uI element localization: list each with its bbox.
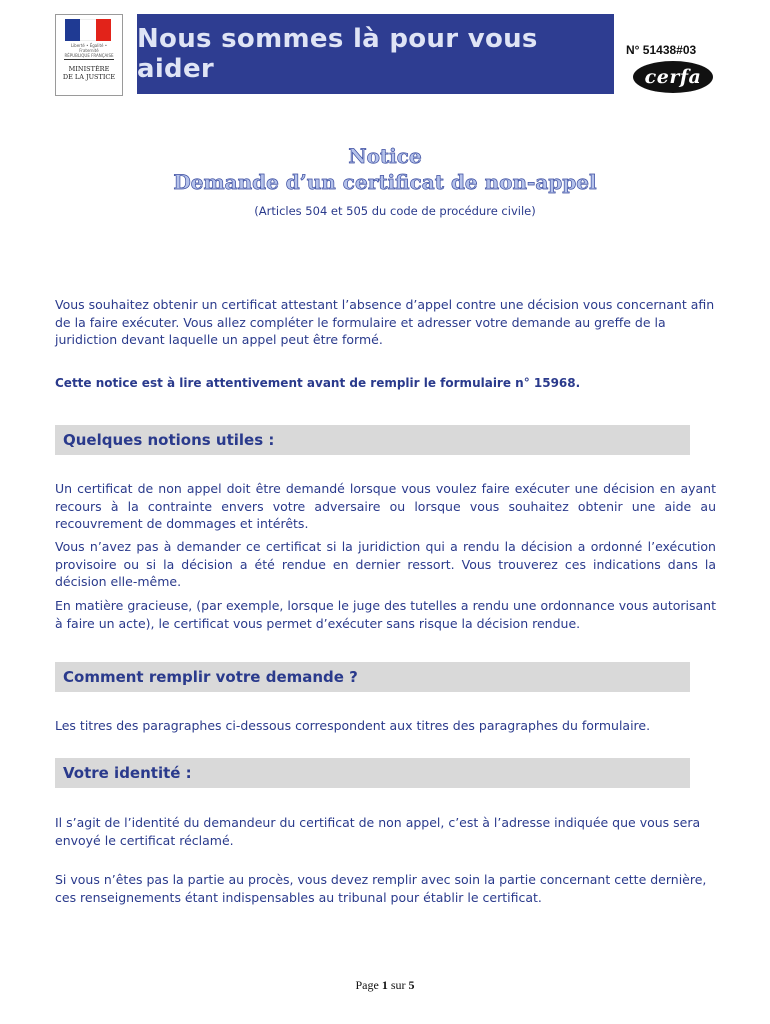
read-carefully-warning: Cette notice est à lire attentivement avant de remplir le formulaire n° 15968.: [55, 376, 581, 390]
french-flag-icon: [65, 19, 111, 41]
section-heading-notions: [55, 425, 690, 455]
intro-paragraph: Vous souhaitez obtenir un certificat attestant l’absence d’appel contre une décision vous concernant afin de la faire exécuter. Vous allez compléter le formulaire et adresser votre demande au greffe de la juridiction devant laquelle un appel peut être formé.: [55, 297, 715, 347]
page-total: 5: [408, 978, 415, 992]
logo-motto: Liberté • Égalité • Fraternité: [70, 43, 108, 53]
section-heading-identity: [55, 758, 690, 788]
section-heading-text: Comment remplir votre demande ?: [63, 668, 358, 686]
articles-reference: (Articles 504 et 505 du code de procédure civile): [254, 204, 536, 218]
ministry-line1: MINISTÈRE: [68, 65, 110, 73]
cerfa-logo-text: cerfa: [644, 66, 702, 88]
section-heading-text: Quelques notions utiles :: [63, 431, 275, 449]
section-heading-how-to-fill: [55, 662, 690, 692]
page-sep: sur: [390, 978, 406, 992]
ministry-line2: DE LA JUSTICE: [62, 73, 116, 81]
cerfa-logo: [633, 61, 713, 93]
section-heading-text: Votre identité :: [63, 764, 192, 782]
page-word: Page: [355, 978, 379, 992]
page-number: [0, 978, 770, 993]
notice-title: Notice: [348, 144, 422, 168]
notions-paragraph-2: Vous n’avez pas à demander ce certificat si la juridiction qui a rendu la décision a ordonné l’exécution provisoire ou si la décision a été rendue en dernier ressort. Vous trouverez ces indications dans la décision elle-même.: [55, 539, 716, 589]
ministry-logo: [55, 14, 123, 96]
cerfa-number: N° 51438#03: [626, 43, 697, 57]
identity-paragraph-2: Si vous n’êtes pas la partie au procès, vous devez remplir avec soin la partie concernant cette dernière, ces renseignements étant indispensables au tribunal pour établir le certificat.: [55, 872, 707, 905]
how-to-fill-paragraph: Les titres des paragraphes ci-dessous correspondent aux titres des paragraphes du formulaire.: [55, 718, 651, 733]
notions-paragraph-1: Un certificat de non appel doit être demandé lorsque vous voulez faire exécuter une décision en ayant recours à la contrainte envers votre adversaire ou lorsque vous souhaitez obtenir une aide au recouvrement de dommages et intérêts.: [55, 481, 716, 531]
banner-title: Nous sommes là pour vous aider: [137, 24, 538, 84]
document-title: Demande d’un certificat de non-appel: [173, 170, 597, 194]
notions-paragraph-3: En matière gracieuse, (par exemple, lorsque le juge des tutelles a rendu une ordonnance vous autorisant à faire un acte), le certificat vous permet d’exécuter sans risque la décision rendue.: [55, 598, 716, 631]
logo-divider: [64, 59, 114, 60]
header-banner: [137, 14, 614, 94]
logo-country: RÉPUBLIQUE FRANÇAISE: [64, 53, 114, 58]
identity-paragraph-1: Il s’agit de l’identité du demandeur du certificat de non appel, c’est à l’adresse indiquée que vous sera envoyé le certificat réclamé.: [55, 815, 701, 848]
page-current: 1: [381, 978, 388, 992]
